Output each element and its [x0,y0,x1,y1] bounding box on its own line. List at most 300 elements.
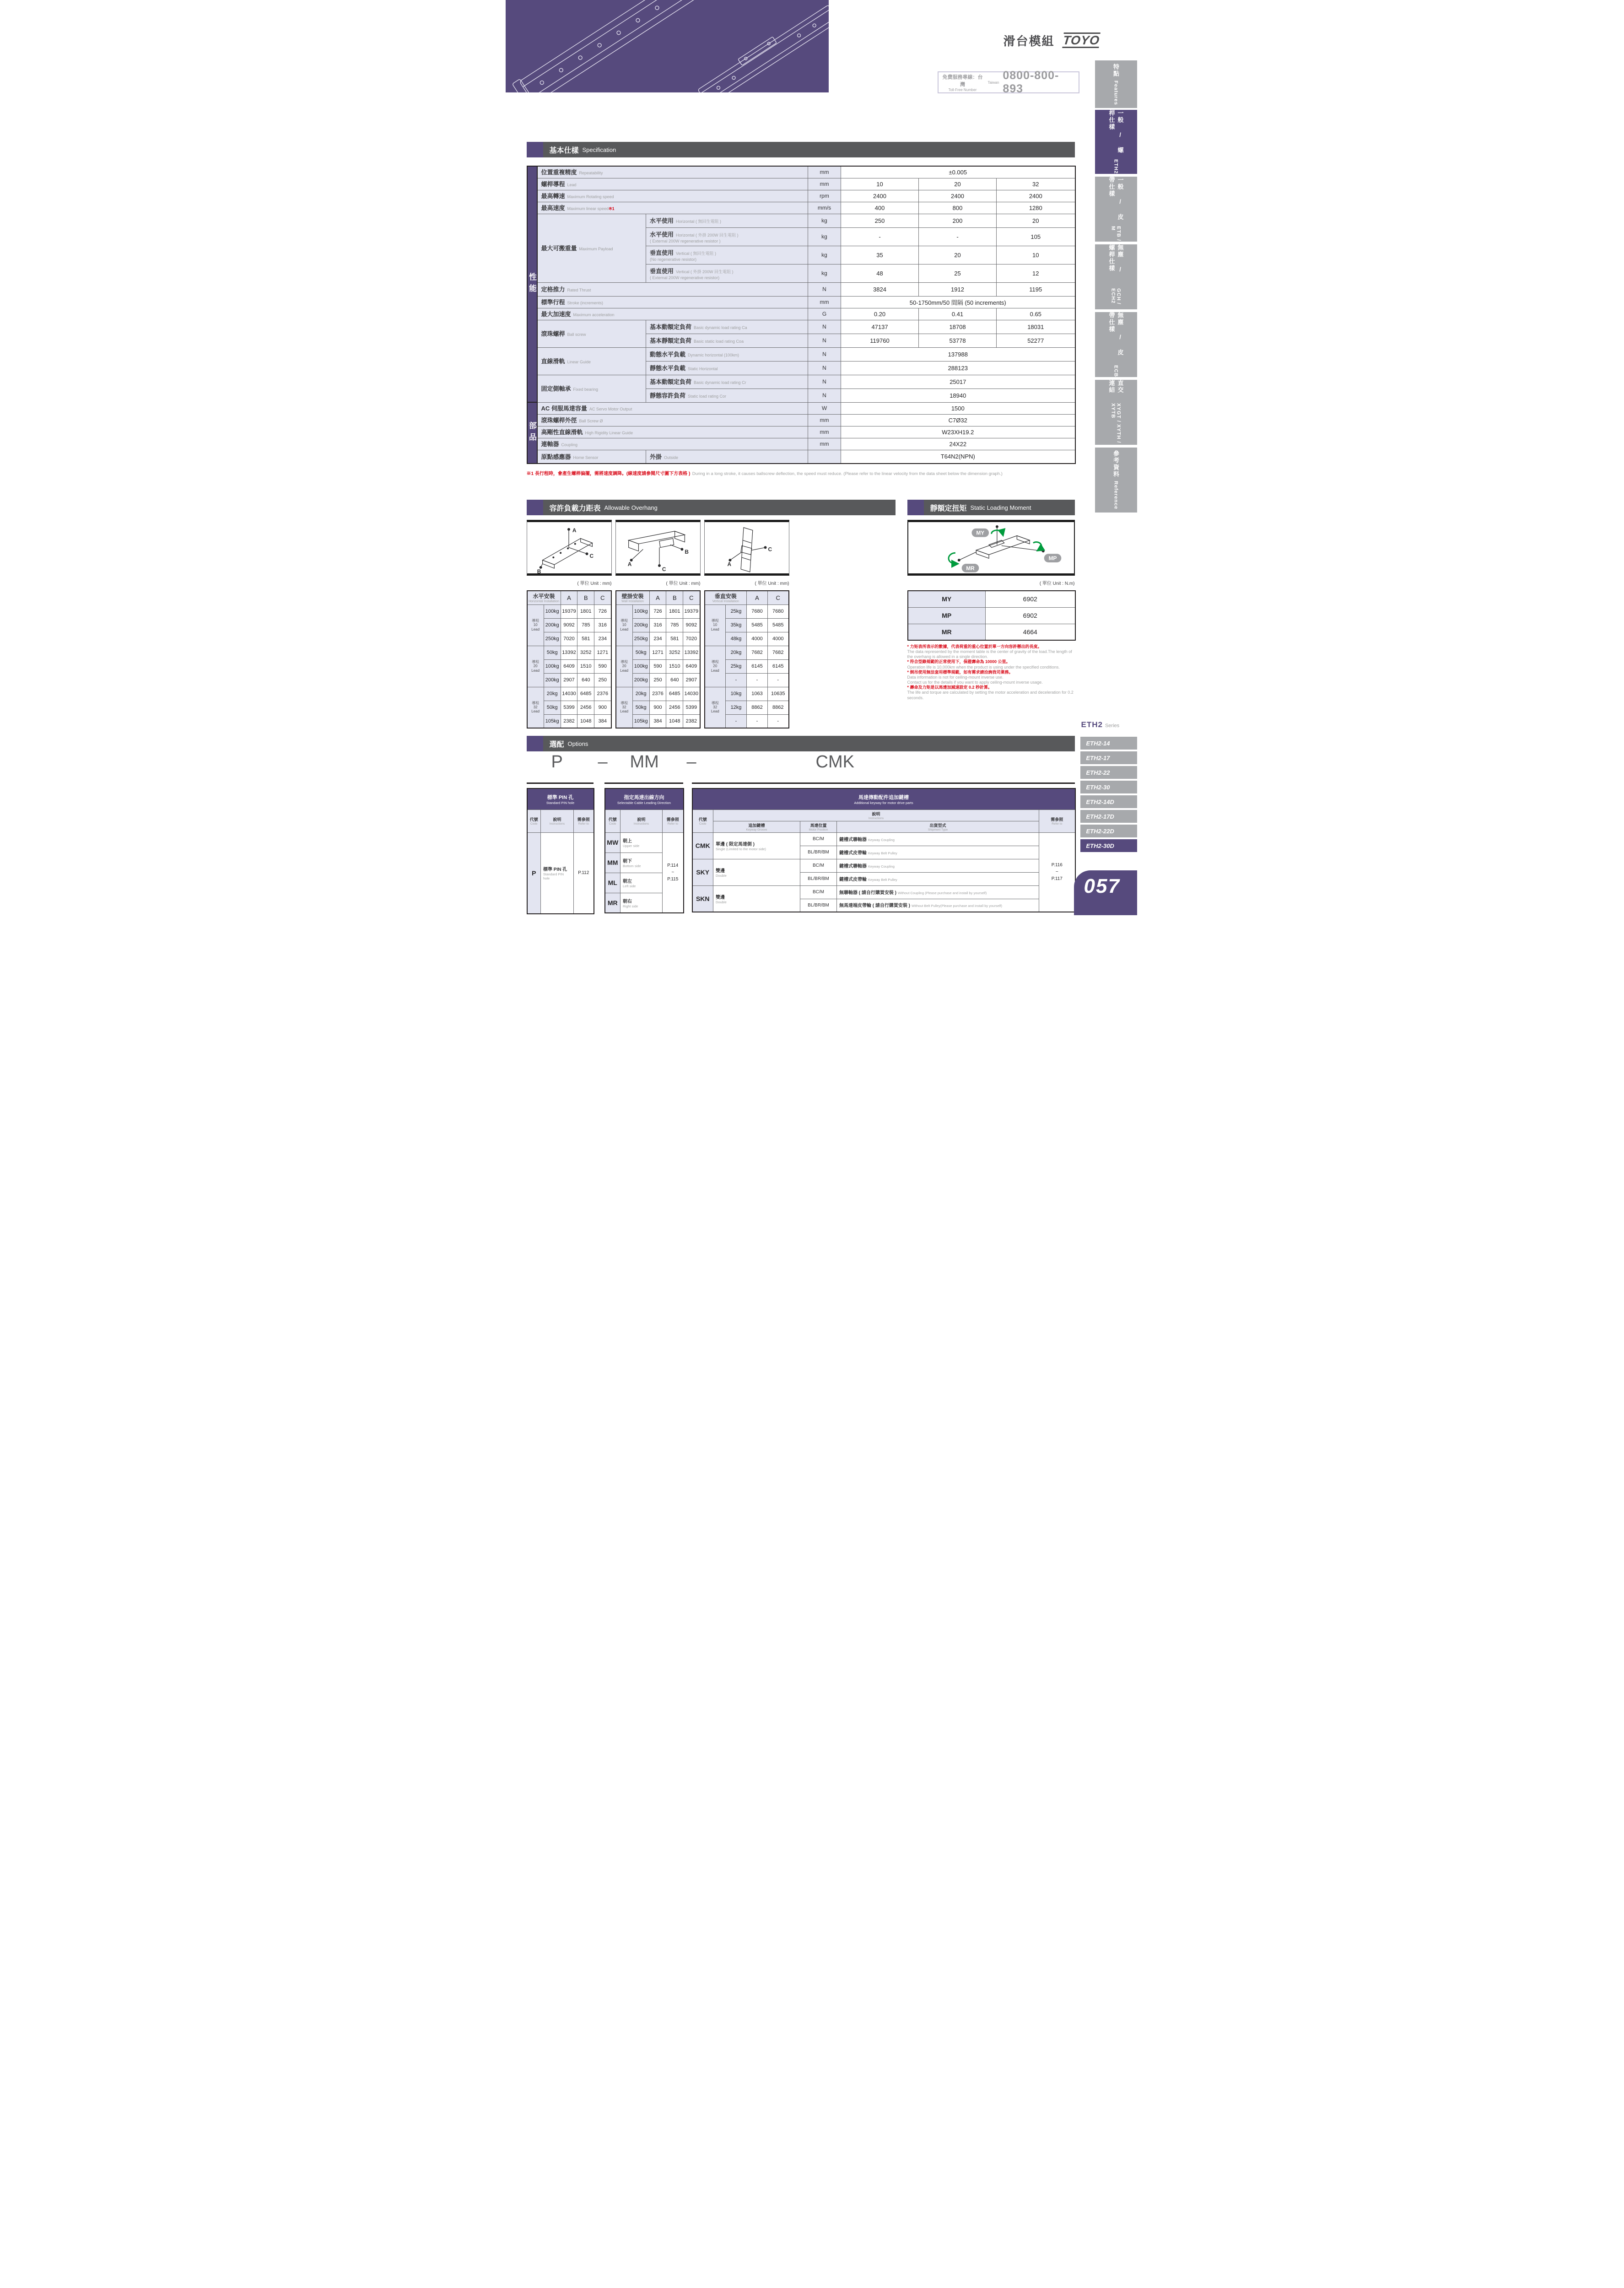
overhang-load-cell: 10kg [726,687,747,701]
spec-label-zh: AC 伺服馬達容量 [541,405,587,412]
overhang-value-cell: 19379 [561,604,577,618]
tab-label-zh: 直交連結 [1108,380,1124,394]
spec-value: ±0.005 [841,166,1075,178]
spec-label [537,190,808,202]
lead-en: Lead [531,709,540,714]
spec-sub-en: Basic dynamic load rating Cr [694,380,746,385]
overhang-value-cell: 785 [577,618,594,632]
spec-note-ref: ※1 [609,206,615,211]
cable-desc-zh: 朝右 [623,899,632,904]
spec-label [537,178,808,190]
spec-label-zh: 最高速度 [541,205,565,211]
overhang-value-cell: 2382 [683,714,700,728]
spec-label [537,426,808,438]
lead-zh: 導程 [711,619,719,623]
spec-sublabel [646,361,808,375]
spec-unit: N [808,361,841,375]
col-desc-zh: 說明 [872,811,880,816]
spec-value: 137988 [841,347,1075,361]
page-number: 057 [1074,870,1137,915]
spec-sub-en: Basic dynamic load rating Ca [694,325,747,330]
spec-label-en: Maximum Rotating speed [567,194,614,199]
options-table-pin-hole [527,788,594,914]
col-code [527,809,541,832]
overhang-value-cell: 250 [649,673,666,687]
cable-desc-en: Left side [623,884,636,888]
overhang-lead-cell [616,687,633,728]
overhang-value-cell: - [768,673,789,687]
keyway-title-en: Additional keyway for motor drive parts [854,800,913,805]
spec-unit: mm [808,296,841,308]
groove-en: Single (Limited to the motor side) [716,847,766,851]
spec-sublabel [646,389,808,402]
col-desc [541,809,574,832]
overhang-header-row [705,591,789,604]
spec-group-label [537,320,646,347]
sidebar-tab-reference[interactable] [1095,448,1137,513]
spec-row [527,426,1075,438]
code-rule [604,782,683,784]
spec-label-en: Rated Thrust [567,288,591,292]
spec-value: 25 [919,264,997,282]
spec-sub-en: Horizontal ( 外掛 200W 回生電阻 ) [676,233,739,237]
groove-zh: 雙邊 [716,869,725,874]
overhang-value-cell: 14030 [561,687,577,701]
cable-title-zh: 指定馬達出線方向 [624,794,664,800]
lead-num: 32 [713,705,718,710]
spec-value: 288123 [841,361,1075,375]
diagram-label-b: B [537,568,541,575]
overhang-value-cell: 640 [577,673,594,687]
lead-en: Lead [620,627,629,631]
refer-line: ~ [671,870,674,875]
spec-value: 50-1750mm/50 間隔 (50 increments) [841,296,1075,308]
spec-side-group: 部品 [527,402,537,464]
spec-value: 2400 [841,190,919,202]
overhang-col-header: C [683,591,700,604]
overhang-value-cell: 13392 [683,646,700,659]
keyway-title-zh: 馬達傳動配件追加鍵槽 [858,794,909,800]
col-refer-zh: 需參照 [577,817,590,822]
col-code-zh: 代號 [529,817,538,822]
moment-note-red: * 力矩表所表示的數據，代表荷重的重心位置於單一方向容許懸出的長度。 [907,644,1042,649]
spec-row [527,202,1075,214]
overhang-value-cell: 581 [577,632,594,646]
overhang-value-cell: 1801 [666,604,683,618]
overhang-load-cell: 20kg [632,687,649,701]
spec-value: 1280 [997,202,1075,214]
overhang-lead-cell [616,646,633,687]
col-motor-position-en: Motor Position [809,828,828,831]
spec-label-en: Ball Screw Ø [579,419,603,423]
overhang-data-row [705,687,789,701]
overhang-load-cell: 250kg [544,632,561,646]
spec-value: 24X22 [841,438,1075,450]
lead-num: 32 [622,705,626,710]
keyway-colhead-1 [692,809,1075,821]
overhang-load-cell: 100kg [632,604,649,618]
spec-sub-zh: 基本動額定負荷 [650,324,692,330]
overhang-data-row [527,687,611,701]
badge-mp: MP [1048,555,1057,562]
overhang-load-cell: 12kg [726,701,747,714]
cable-code: MW [605,832,620,853]
lead-num: 10 [622,623,626,627]
overhang-value-cell: 6409 [561,659,577,673]
col-refer-en: Refer to [667,822,678,826]
overhang-load-cell: 100kg [544,604,561,618]
spec-group-en: Fixed bearing [573,387,599,392]
moment-note-red: * 符合型錄規範的正常使用下，保證壽命為 10000 公里。 [907,659,1010,664]
tab-label-zh: 一般 / 螺桿仕樣 [1108,110,1124,154]
spec-value: 1500 [841,402,1075,414]
tab-label-code: Reference [1113,481,1119,510]
lead-num: 10 [713,623,718,627]
options-table-cable-direction [604,788,684,913]
overhang-value-cell: 5485 [768,618,789,632]
overhang-install-type [527,591,561,604]
spec-sublabel [646,375,808,389]
spec-label-en: Lead [567,183,577,187]
spec-sublabel [646,320,808,334]
overhang-value-cell: 900 [594,701,611,714]
diagram-label-c: C [662,566,666,572]
install-type-en: Vertical Installation [712,600,739,604]
diagram-label-b: B [684,549,689,556]
overhang-data-row [616,687,700,701]
overhang-value-cell: 785 [666,618,683,632]
sidebar-tab-etb-m[interactable] [1095,177,1137,242]
cable-desc [620,893,663,913]
col-groove-zh: 追加鍵槽 [748,823,765,828]
spec-table-body [527,166,1075,464]
unit-label-mm: ( 單位 Unit : mm) [755,581,789,586]
lead-num: 20 [713,664,718,669]
keyway-motor-position: BL/BR/BM [800,846,837,859]
spec-row [527,375,1075,389]
cable-code: MR [605,893,620,913]
product-illustration [506,0,829,92]
spec-group-label [537,375,646,402]
tab-label-zh: 參考資料 [1112,450,1119,478]
install-type-en: Horizontal Installation [529,600,560,604]
tab-label-code: XYGT / XYTH / XYTB [1110,403,1122,443]
moment-value: 6902 [986,607,1075,624]
overhang-value-cell: 384 [594,714,611,728]
lead-zh: 導程 [711,701,719,705]
groove-en: Double [716,900,727,904]
spec-value: 400 [841,202,919,214]
options-section-bar [527,736,1075,751]
col-code [692,809,713,832]
series-item-eth2-14[interactable]: ETH2-14 [1080,737,1137,750]
overhang-section-title: 容許負載力距表 Allowable Overhang [543,500,896,515]
overhang-value-cell: 8862 [747,701,768,714]
overhang-lead-cell [527,646,544,687]
series-item-eth2-22d[interactable]: ETH2-22D [1080,825,1137,837]
overhang-load-cell: 48kg [726,632,747,646]
cable-desc [620,853,663,873]
series-item-eth2-30d[interactable]: ETH2-30D [1080,839,1137,852]
opt-colhead-row [527,809,594,832]
overhang-value-cell: 2456 [666,701,683,714]
shipment-en: Keyway Coupling [868,864,895,869]
col-desc-zh: 說明 [553,817,561,822]
overhang-value-cell: 316 [649,618,666,632]
overhang-lead-cell [527,687,544,728]
options-section-title: 選配 Options [543,736,1075,751]
overhang-data-row [527,604,611,618]
moment-section-bar [907,500,1075,515]
overhang-value-cell: 316 [594,618,611,632]
overhang-load-cell: 250kg [632,632,649,646]
spec-unit: N [808,389,841,402]
series-item-eth2-14d[interactable]: ETH2-14D [1080,795,1137,808]
overhang-value-cell: 2907 [561,673,577,687]
spec-value: C7Ø32 [841,414,1075,426]
spec-unit: G [808,308,841,320]
spec-row [527,190,1075,202]
overhang-value-cell: 1510 [666,659,683,673]
overhang-header-row [616,591,700,604]
spec-side-group: 性能 [527,166,537,402]
opt-colhead-row [605,809,684,832]
series-item-eth2-17d[interactable]: ETH2-17D [1080,810,1137,823]
spec-sub-zh: 外掛 [650,453,662,460]
spec-value: - [841,227,919,246]
spec-label-en: Stroke (increments) [567,301,604,305]
overhang-value-cell: 581 [666,632,683,646]
diagram-label-a: A [727,561,731,567]
overhang-value-cell: 2376 [594,687,611,701]
spec-unit: N [808,282,841,296]
sidebar-tab-eth2[interactable] [1095,110,1137,174]
overhang-value-cell: 7020 [683,632,700,646]
spec-footnote: ※1 長行程時，會產生螺桿偏擺，需將速度調降。(線速度請參閱尺寸圖下方表格 ) During in a long stroke, it causes ballscrew deflection, the speed must reduce. (Please refer to the linear velocity from the data sheet below the dimension graph.) [526,471,1003,476]
spec-row [527,320,1075,334]
sidebar-tab-gch-ech2[interactable] [1095,244,1137,309]
spec-value: 800 [919,202,997,214]
overhang-value-cell: 2382 [561,714,577,728]
shipment-zh: 鍵槽式皮帶輪 [839,877,867,882]
overhang-lead-cell [616,604,633,646]
moment-note-gray: Contact us for the details if you want to apply ceiling-mount inverse usage. [907,680,1043,685]
code-dash: – [686,752,696,772]
header [1004,32,1100,49]
keyway-code: SKY [692,859,713,885]
spec-label [537,450,646,464]
section-accent-square [527,142,543,157]
keyway-row [692,832,1075,846]
spec-row [527,402,1075,414]
overhang-col-header: B [666,591,683,604]
sidebar-tab-xygt-xyth-xytb[interactable] [1095,380,1137,445]
series-item-eth2-17[interactable]: ETH2-17 [1080,751,1137,764]
sidebar-tab-ecb[interactable] [1095,312,1137,377]
spec-label-zh: 滾珠螺桿外徑 [541,417,577,424]
lead-num: 10 [533,623,538,627]
overhang-value-cell: 2376 [649,687,666,701]
opt-title-row [692,788,1075,809]
spec-sub-zh: 垂直使用 [650,268,674,275]
overhang-lead-cell [705,687,726,728]
cable-desc-en: Upper side [623,844,640,848]
spec-sub-zh: 靜態水平負載 [650,365,686,372]
cable-desc-zh: 朝上 [623,839,632,844]
page-title: 滑台模組 [1003,34,1055,48]
spec-row [527,308,1075,320]
col-code-zh: 代號 [608,817,617,822]
spec-sub-en: Static Horizontal [688,367,718,371]
tab-label-zh: 無塵 / 皮帶仕樣 [1108,312,1124,356]
col-refer-zh: 需參照 [1051,817,1063,822]
spec-sublabel [646,450,808,464]
groove-zh: 單邊 ( 限定馬達側 ) [716,842,755,847]
lead-en: Lead [711,668,719,673]
overhang-value-cell: 8862 [768,701,789,714]
keyway-shipment [837,859,1039,872]
overhang-load-cell: 200kg [632,673,649,687]
overhang-value-cell: 3252 [666,646,683,659]
overhang-data-row [705,604,789,618]
spec-row [527,414,1075,426]
col-refer [574,809,594,832]
spec-value: T64N2(NPN) [841,450,1075,464]
spec-unit: W [808,402,841,414]
overhang-data-row [527,646,611,659]
overhang-load-cell: 25kg [726,659,747,673]
tab-label-zh: 一般 / 皮帶仕樣 [1108,177,1124,221]
spec-value: 10 [997,246,1075,264]
spec-value: 3824 [841,282,919,296]
shipment-en: Without Belt Pulley(Please purchase and install by yourself) [912,904,1003,908]
moment-row [908,607,1075,624]
overhang-load-cell: 20kg [726,646,747,659]
cable-code: ML [605,873,620,893]
overhang-value-cell: 234 [594,632,611,646]
moment-value: 6902 [986,591,1075,607]
spec-value: 2400 [919,190,997,202]
sidebar-tab-features[interactable] [1095,60,1137,108]
shipment-zh: 鍵槽式聯軸器 [839,837,867,842]
moment-table [907,590,1076,641]
overhang-section-bar [527,500,896,515]
overhang-value-cell: 3252 [577,646,594,659]
lead-en: Lead [711,709,719,714]
badge-my: MY [976,529,984,536]
spec-value: 18031 [997,320,1075,334]
overhang-lead-cell [705,646,726,687]
overhang-value-cell: 9092 [561,618,577,632]
overhang-load-cell: 105kg [544,714,561,728]
pin-title-en: Standard PIN hole [546,800,575,805]
moment-axis: MY [908,591,986,607]
cable-desc-en: Bottom side [623,864,641,868]
overhang-value-cell: 10635 [768,687,789,701]
keyway-colhead-2 [692,821,1075,832]
col-desc [620,809,663,832]
col-desc-en: Instructions [868,816,884,820]
spec-row [527,450,1075,464]
series-item-eth2-22[interactable]: ETH2-22 [1080,766,1137,779]
overhang-value-cell: 640 [666,673,683,687]
lead-zh: 導程 [711,660,719,664]
overhang-col-header: C [594,591,611,604]
overhang-load-cell: 50kg [544,646,561,659]
keyway-shipment [837,885,1039,899]
overhang-value-cell: 5399 [683,701,700,714]
spec-unit [808,450,841,464]
col-code-en: Code [530,822,538,826]
spec-row [527,166,1075,178]
spec-label-zh: 螺桿導程 [541,181,565,188]
keyway-motor-position: BL/BR/BM [800,872,837,885]
spec-sublabel [646,214,808,227]
opt-title-row [605,788,684,809]
code-part-p: P [551,752,563,772]
overhang-value-cell: - [768,714,789,728]
spec-label-zh: 連軸器 [541,441,559,448]
shipment-en: Keyway Coupling [868,837,895,842]
lead-en: Lead [531,668,540,673]
spec-unit: kg [808,246,841,264]
spec-unit: N [808,320,841,334]
col-desc-en: Instructions [549,822,565,826]
spec-label-en: Repeatability [579,171,603,176]
overhang-value-cell: 14030 [683,687,700,701]
keyway-row [692,885,1075,899]
spec-group-zh: 固定側軸承 [541,385,571,392]
code-rule [692,782,1075,784]
spec-unit: kg [808,227,841,246]
overhang-load-cell: 50kg [632,646,649,659]
spec-label-zh: 標準行程 [541,299,565,306]
overhang-value-cell: 7682 [747,646,768,659]
spec-label [537,296,808,308]
spec-row [527,347,1075,361]
shipment-en: Keyway Belt Pulley [868,877,897,882]
spec-value: 105 [997,227,1075,246]
spec-label-en: Home Sensor [573,455,599,460]
section-accent-square [527,500,543,515]
overhang-data-row [705,646,789,659]
spec-value: 200 [919,214,997,227]
moment-axis: MP [908,607,986,624]
series-title: ETH2 Series [1081,720,1120,729]
overhang-value-cell: 9092 [683,618,700,632]
cable-desc [620,832,663,853]
series-item-eth2-30[interactable]: ETH2-30 [1080,781,1137,793]
catalog-page [487,0,1137,915]
col-desc-en: Instructions [633,822,649,826]
vertical-install-diagram [704,520,789,576]
keyway-groove [713,832,800,859]
cable-code: MM [605,853,620,873]
spec-group-label [537,214,646,282]
overhang-value-cell: 5399 [561,701,577,714]
overhang-value-cell: 19379 [683,604,700,618]
spec-value: 18708 [919,320,997,334]
col-desc [713,809,1039,821]
col-code-en: Code [609,822,616,826]
shipment-zh: 無聯軸器 ( 請自行購買安裝 ) [839,890,896,896]
overhang-value-cell: 726 [594,604,611,618]
lead-zh: 導程 [532,660,540,664]
spec-value: - [919,227,997,246]
lead-num: 20 [533,664,538,669]
overhang-col-header: B [577,591,594,604]
cable-refer [663,832,684,913]
